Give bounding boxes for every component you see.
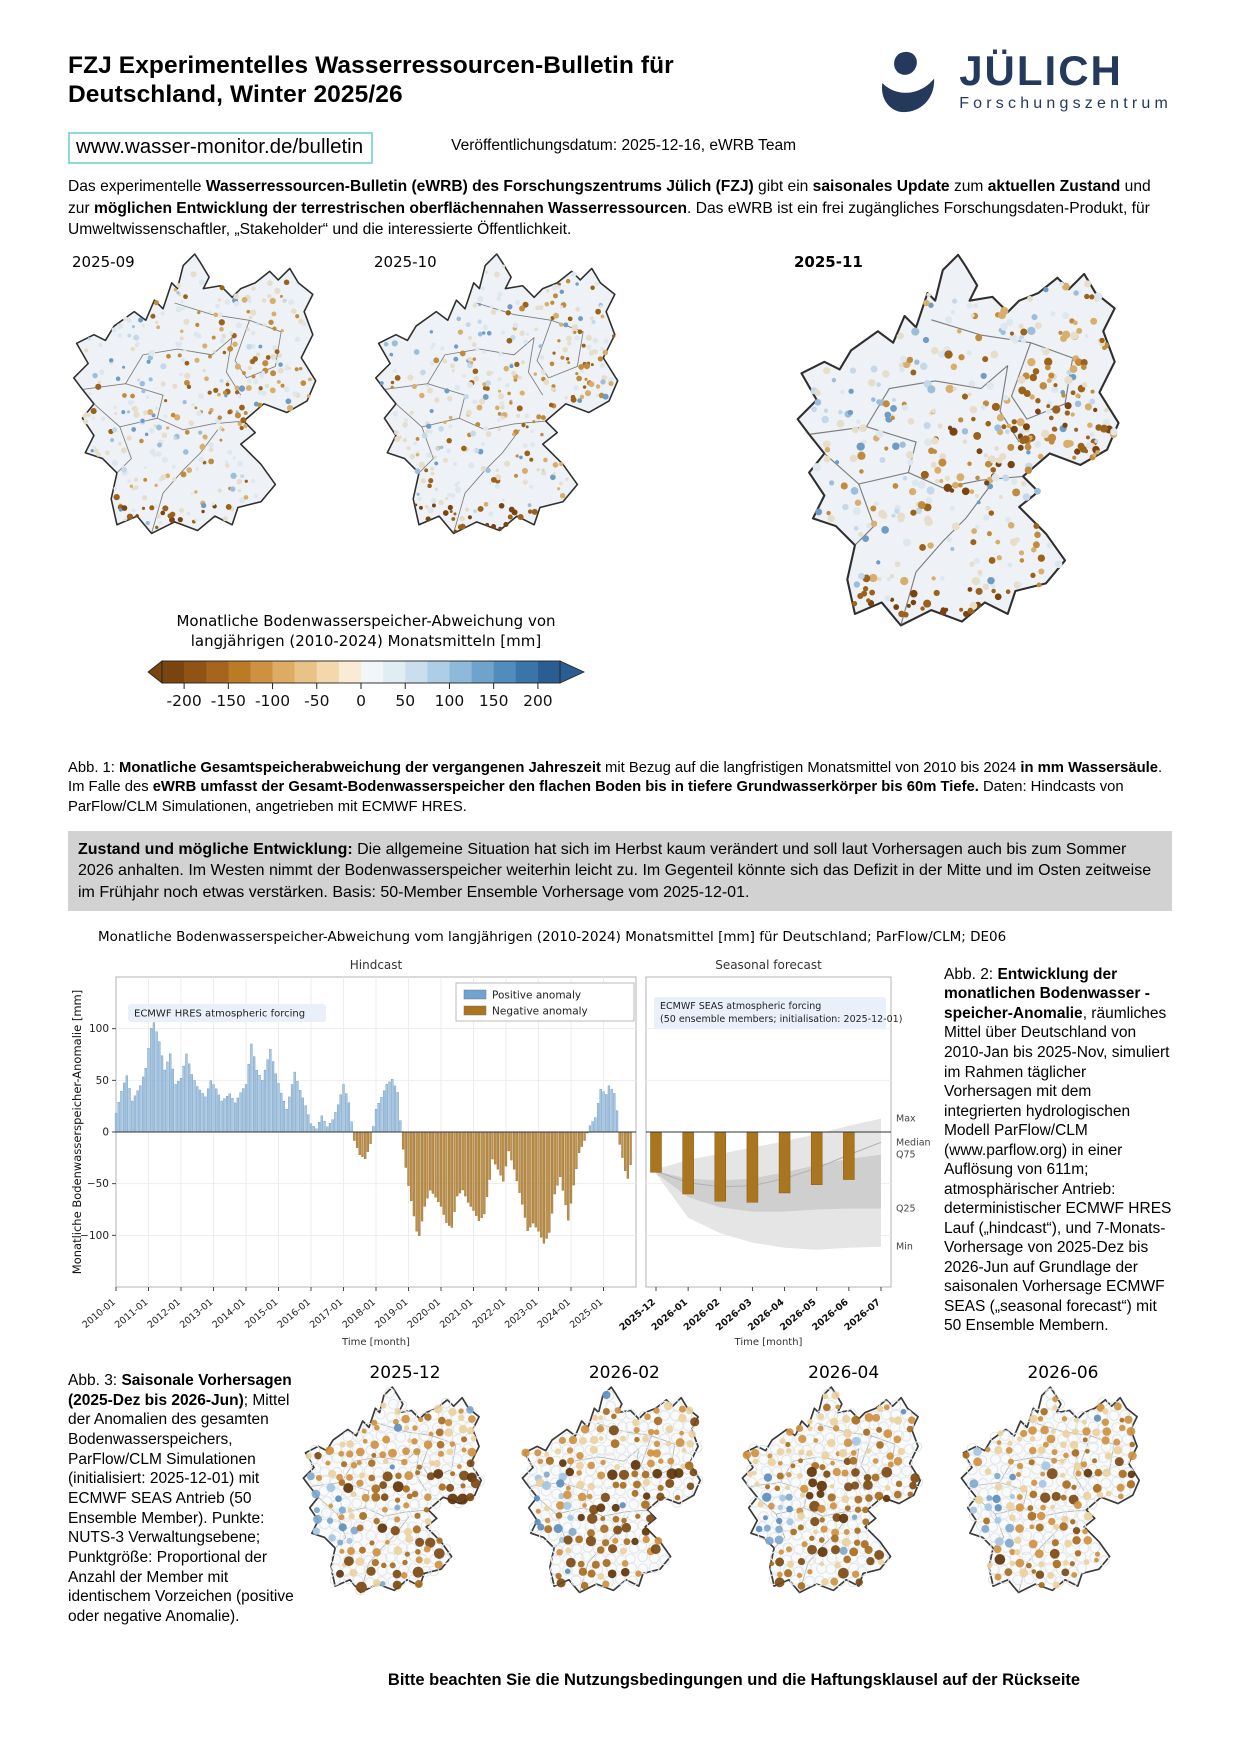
germany-dot-map (738, 1385, 950, 1656)
svg-text:2026-05: 2026-05 (778, 1296, 819, 1334)
svg-text:2017-01: 2017-01 (307, 1296, 346, 1331)
svg-text:Seasonal forecast: Seasonal forecast (715, 957, 822, 972)
svg-text:Negative anomaly: Negative anomaly (492, 1005, 588, 1018)
svg-text:-50: -50 (304, 692, 330, 711)
anomaly-timeseries-chart (68, 947, 938, 1359)
map-label: 2025-12 (369, 1362, 441, 1383)
julich-logo-subtitle: Forschungszentrum (959, 95, 1172, 112)
svg-text:2016-01: 2016-01 (275, 1296, 313, 1331)
julich-logo-text: JÜLICH (959, 47, 1123, 94)
footer-note: Bitte beachten Sie die Nutzungsbedingungen und die Haftungsklausel auf der Rückseite (387, 1670, 1081, 1689)
svg-text:2022-01: 2022-01 (470, 1296, 508, 1331)
svg-text:0: 0 (102, 1126, 109, 1139)
figure1-caption: Abb. 1: Monatliche Gesamtspeicherabweichung der vergangenen Jahreszeit mit Bezug auf die langfristigen Monatsmittel von 2010 bis 2024 in mm Wassersäule. Im Falle des eWRB umfasst der Gesamt-Bodenwasserspeicher den flachen Boden bis in tiefere Grundwasserkörper bis 60m Tiefe. Daten: Hindcasts von ParFlow/CLM Simulationen, angetrieben mit ECMWF HRES. (68, 759, 1163, 815)
svg-text:2026-06: 2026-06 (810, 1296, 851, 1334)
link-row (68, 132, 1172, 164)
julich-logo-icon (877, 50, 945, 116)
status-box: Zustand und mögliche Entwicklung: Die allgemeine Situation hat sich im Herbst kaum verändert und soll laut Vorhersagen auch bis zum Sommer 2026 anhalten. Im Westen nimmt der Bodenwasserspeicher weiterhin leicht zu. Im Gegenteil könnte sich das Defizit in der Mitte und im Osten zeitweise im Frühjahr noch etwas verstärken. Basis: 50-Member Ensemble Vorhersage vom 2025-12-01. (68, 831, 1172, 911)
svg-text:Q75: Q75 (896, 1149, 916, 1161)
svg-text:2025-12: 2025-12 (617, 1296, 658, 1334)
svg-text:ECMWF SEAS atmospheric forcing: ECMWF SEAS atmospheric forcing (660, 1000, 822, 1012)
svg-text:Hindcast: Hindcast (349, 957, 403, 972)
germany-dot-map (518, 1385, 730, 1656)
svg-text:−100: −100 (80, 1229, 109, 1242)
map-label: 2026-02 (588, 1362, 660, 1383)
intro-paragraph: Das experimentelle Wasserressourcen-Bulletin (eWRB) des Forschungszentrums Jülich (FZJ) gibt ein saisonales Update zum aktuellen Zustand und zur möglichen Entwicklung der terrestrischen oberflächennahen Wasserressourcen. Das eWRB ist ein frei zugängliches Forschungsdaten-Produkt, für Umweltwissenschaftler, „Stakeholder“ und die interessierte Öffentlichkeit. (68, 178, 1151, 239)
header (68, 47, 1172, 116)
figure2-chart-section (68, 929, 1172, 1359)
publication-date: Veröffentlichungsdatum: 2025-12-16, eWRB Team (451, 137, 797, 154)
germany-dot-map (957, 1385, 1169, 1656)
svg-text:Median: Median (896, 1137, 931, 1149)
svg-text:−50: −50 (86, 1178, 109, 1191)
svg-text:2021-01: 2021-01 (437, 1296, 476, 1331)
svg-text:2011-01: 2011-01 (112, 1296, 151, 1331)
svg-text:-100: -100 (254, 692, 291, 711)
chart-title: Monatliche Bodenwasserspeicher-Abweichung vom langjährigen (2010-2024) Monatsmittel [mm] für Deutschland; ParFlow/CLM; DE06 (98, 928, 1007, 945)
svg-text:2026-03: 2026-03 (713, 1296, 755, 1334)
julich-logo (877, 47, 1172, 116)
svg-text:2018-01: 2018-01 (340, 1296, 378, 1331)
svg-text:2025-01: 2025-01 (567, 1296, 606, 1331)
map-label: 2025-10 (374, 252, 437, 271)
svg-text:2026-07: 2026-07 (842, 1296, 883, 1334)
forecast-maps (296, 1363, 1172, 1661)
germany-anomaly-map (370, 251, 658, 620)
svg-text:50: 50 (95, 1074, 109, 1087)
svg-text:Time [month]: Time [month] (342, 1336, 410, 1348)
svg-text:2023-01: 2023-01 (502, 1296, 541, 1331)
map-label: 2026-06 (1027, 1362, 1099, 1383)
svg-text:2024-01: 2024-01 (535, 1296, 573, 1331)
colorbar-scale (146, 655, 586, 713)
svg-text:0: 0 (356, 692, 366, 711)
svg-text:50: 50 (395, 692, 416, 711)
svg-text:2026-02: 2026-02 (681, 1296, 723, 1334)
forecast-map-2026-02 (515, 1363, 733, 1661)
svg-text:150: 150 (478, 692, 509, 711)
forecast-map-2025-12 (296, 1363, 514, 1661)
map-label: 2025-09 (72, 252, 135, 271)
forecast-map-2026-06 (954, 1363, 1172, 1661)
map-2025-11 (790, 251, 1172, 745)
colorbar (146, 611, 586, 719)
svg-text:2014-01: 2014-01 (210, 1296, 248, 1331)
germany-dot-map (299, 1385, 511, 1656)
svg-text:2015-01: 2015-01 (242, 1296, 281, 1331)
svg-text:2026-04: 2026-04 (746, 1296, 787, 1334)
svg-text:Q25: Q25 (896, 1203, 916, 1215)
svg-text:Monatliche Bodenwasserspeicher: Monatliche Bodenwasserspeicher-Anomalie [mm] (70, 989, 84, 1275)
forecast-map-2026-04 (735, 1363, 953, 1661)
map-2025-10 (370, 251, 658, 625)
figure3-section (68, 1363, 1172, 1661)
svg-text:Max: Max (896, 1113, 916, 1125)
svg-text:2010-01: 2010-01 (80, 1296, 118, 1331)
monthly-anomaly-maps (68, 251, 1172, 745)
figure2-caption: Abb. 2: Entwicklung der monatlichen Bodenwasser -speicher-Anomalie, räumliches Mittel über Deutschland von 2010-Jan bis 2025-Nov, simuliert im Rahmen täglicher Vorhersagen mit dem integrierten hydrologischen Modell ParFlow/CLM (www.parflow.org) in einer Auflösung von 611m; atmosphärischer Antrieb: deterministischer ECMWF HRES Lauf („hindcast“), und 7-Monats-Vorhersage von 2025-Dez bis 2026-Jun auf Grundlage der saisonalen Vorhersage ECMWF SEAS („seasonal forecast“) mit 50 Ensemble Membern. (944, 965, 1172, 1335)
svg-text:Time [month]: Time [month] (734, 1336, 803, 1348)
svg-text:2013-01: 2013-01 (177, 1296, 216, 1331)
svg-text:Min: Min (896, 1241, 913, 1253)
map-label: 2025-11 (794, 252, 863, 271)
svg-text:200: 200 (523, 692, 553, 711)
svg-text:100: 100 (434, 692, 465, 711)
page-title: FZJ Experimentelles Wasserressourcen-Bulletin für Deutschland, Winter 2025/26 (68, 52, 674, 108)
svg-text:100: 100 (88, 1023, 109, 1036)
svg-text:(50 ensemble members; initiali: (50 ensemble members; initialisation: 2025-12-01) (660, 1013, 903, 1025)
map-2025-09 (68, 251, 356, 625)
svg-text:2012-01: 2012-01 (145, 1296, 183, 1331)
germany-anomaly-map (68, 251, 356, 620)
svg-text:2020-01: 2020-01 (405, 1296, 443, 1331)
map-label: 2026-04 (808, 1362, 880, 1383)
colorbar-title: Monatliche Bodenwasserspeicher-Abweichung von langjährigen (2010-2024) Monatsmitteln [mm] (176, 611, 556, 650)
bulletin-link[interactable]: www.wasser-monitor.de/bulletin (68, 132, 373, 164)
svg-text:2026-01: 2026-01 (649, 1296, 691, 1334)
svg-text:-200: -200 (166, 692, 202, 711)
svg-text:Positive anomaly: Positive anomaly (492, 989, 582, 1002)
svg-text:ECMWF HRES atmospheric forcing: ECMWF HRES atmospheric forcing (134, 1008, 306, 1020)
germany-anomaly-map (790, 251, 1172, 740)
svg-text:-150: -150 (210, 692, 246, 711)
figure3-caption: Abb. 3: Saisonale Vorhersagen (2025-Dez bis 2026-Jun); Mittel der Anomalien des gesamten Bodenwasserspeichers, ParFlow/CLM Simulationen (initialisiert: 2025-12-01) mit ECMWF SEAS Antrieb (50 Ensemble Member). Punkte: NUTS-3 Verwaltungsebene; Punktgröße: Proportional der Anzahl der Member mit identischem Vorzeichen (positive oder negative Anomalie). (68, 1371, 294, 1625)
svg-text:2019-01: 2019-01 (372, 1296, 411, 1331)
